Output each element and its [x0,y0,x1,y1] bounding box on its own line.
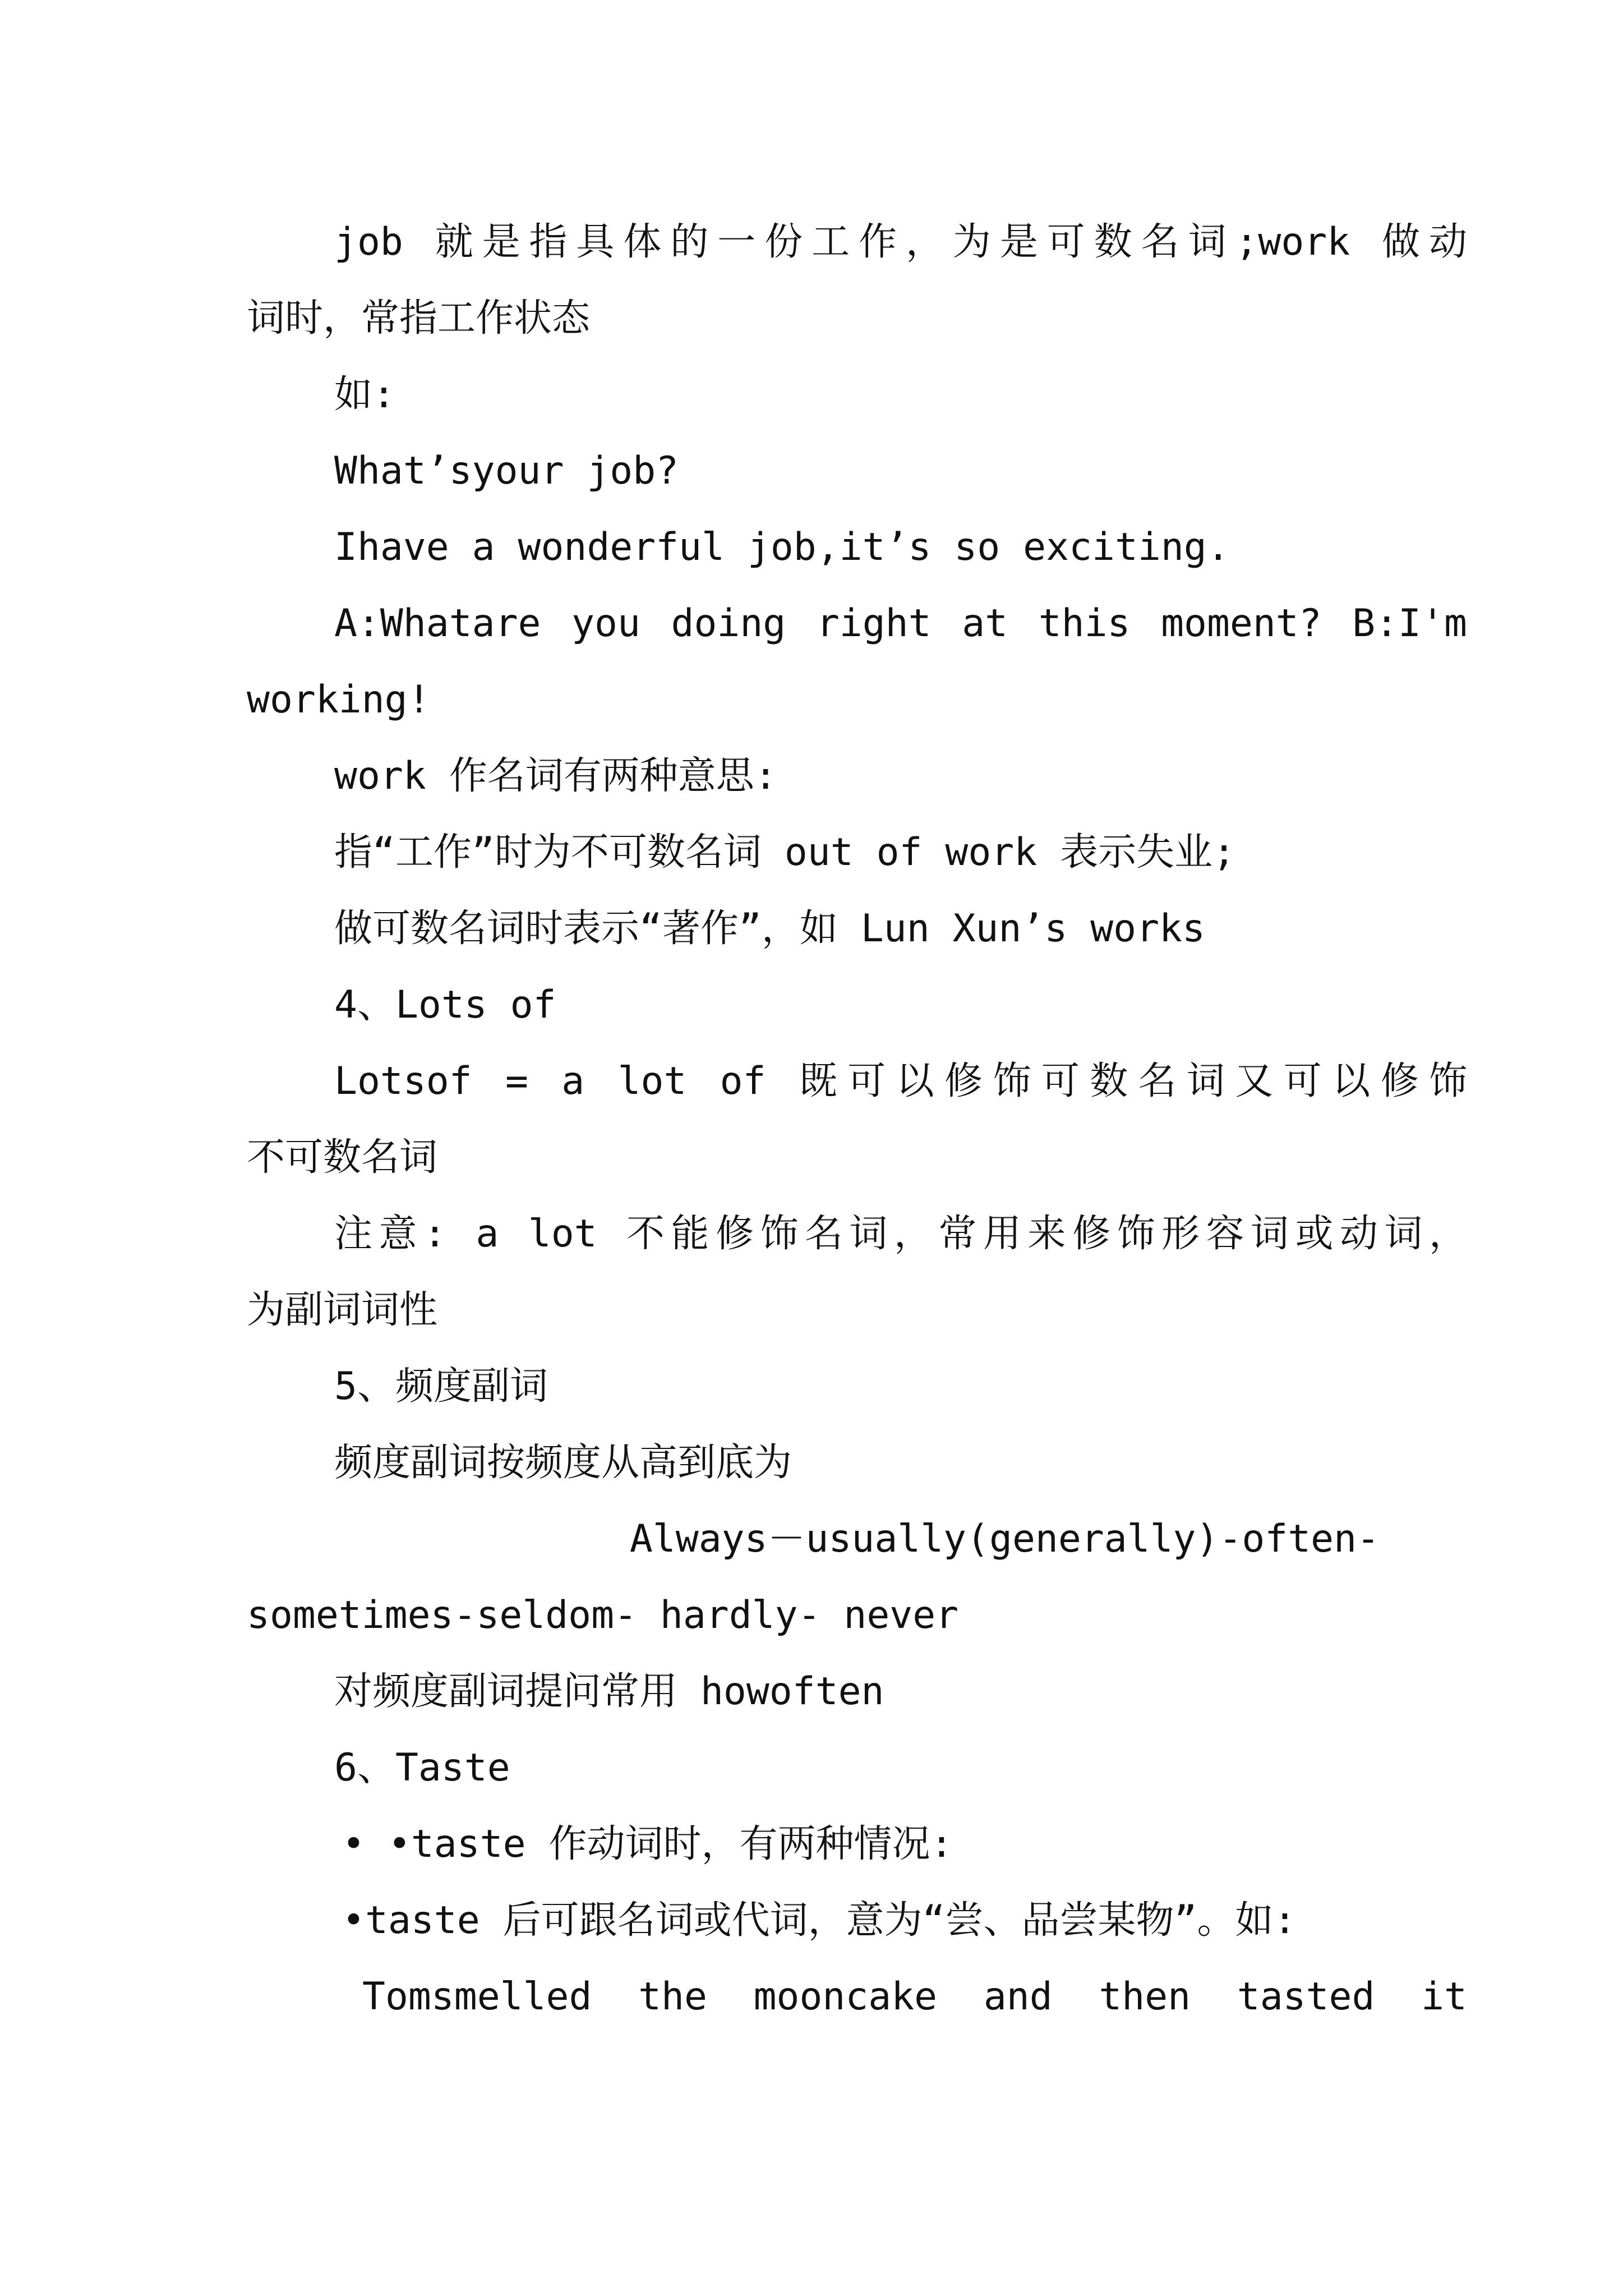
paragraph-line: 不可数名词 [247,1135,438,1180]
section-heading: 6、Taste [334,1746,510,1790]
paragraph-line: 如: [334,372,395,417]
paragraph-line: What’syour job? [334,449,679,493]
section-heading: 5、频度副词 [334,1364,548,1409]
paragraph-line: working! [247,678,431,722]
paragraph-line: 词时，常指工作状态 [247,296,591,341]
paragraph-line: Ihave a wonderful job,it’s so exciting. [334,525,1230,569]
paragraph-line: sometimes-seldom- hardly- never [247,1593,959,1637]
paragraph-line: Lotsof = a lot of 既可以修饰可数名词又可以修饰 [334,1059,1467,1103]
paragraph-line: 对频度副词提问常用 howoften [334,1669,884,1714]
example-line: Tomsmelled the mooncake and then tasted it [362,1975,1467,2019]
paragraph-line: Always－usually(generally)-often- [629,1517,1380,1561]
paragraph-line: 指“工作”时为不可数名词 out of work 表示失业; [334,830,1236,875]
bullet-line: • •taste 作动词时，有两种情况: [342,1822,953,1866]
paragraph-line: 做可数名词时表示“著作”，如 Lun Xun’s works [334,907,1205,951]
paragraph-line: 注意: a lot 不能修饰名词，常用来修饰形容词或动词， [334,1212,1467,1256]
paragraph-line: 频度副词按频度从高到底为 [334,1441,792,1485]
bullet-line: •taste 后可跟名词或代词，意为“尝、品尝某物”。如: [342,1898,1297,1943]
paragraph-line: work 作名词有两种意思: [334,754,777,798]
section-heading: 4、Lots of [334,983,556,1027]
paragraph-line: A:Whatare you doing right at this moment? B:I'm [334,601,1467,646]
paragraph-line: job 就是指具体的一份工作，为是可数名词;work 做动 [334,220,1467,264]
paragraph-line: 为副词词性 [247,1288,438,1332]
